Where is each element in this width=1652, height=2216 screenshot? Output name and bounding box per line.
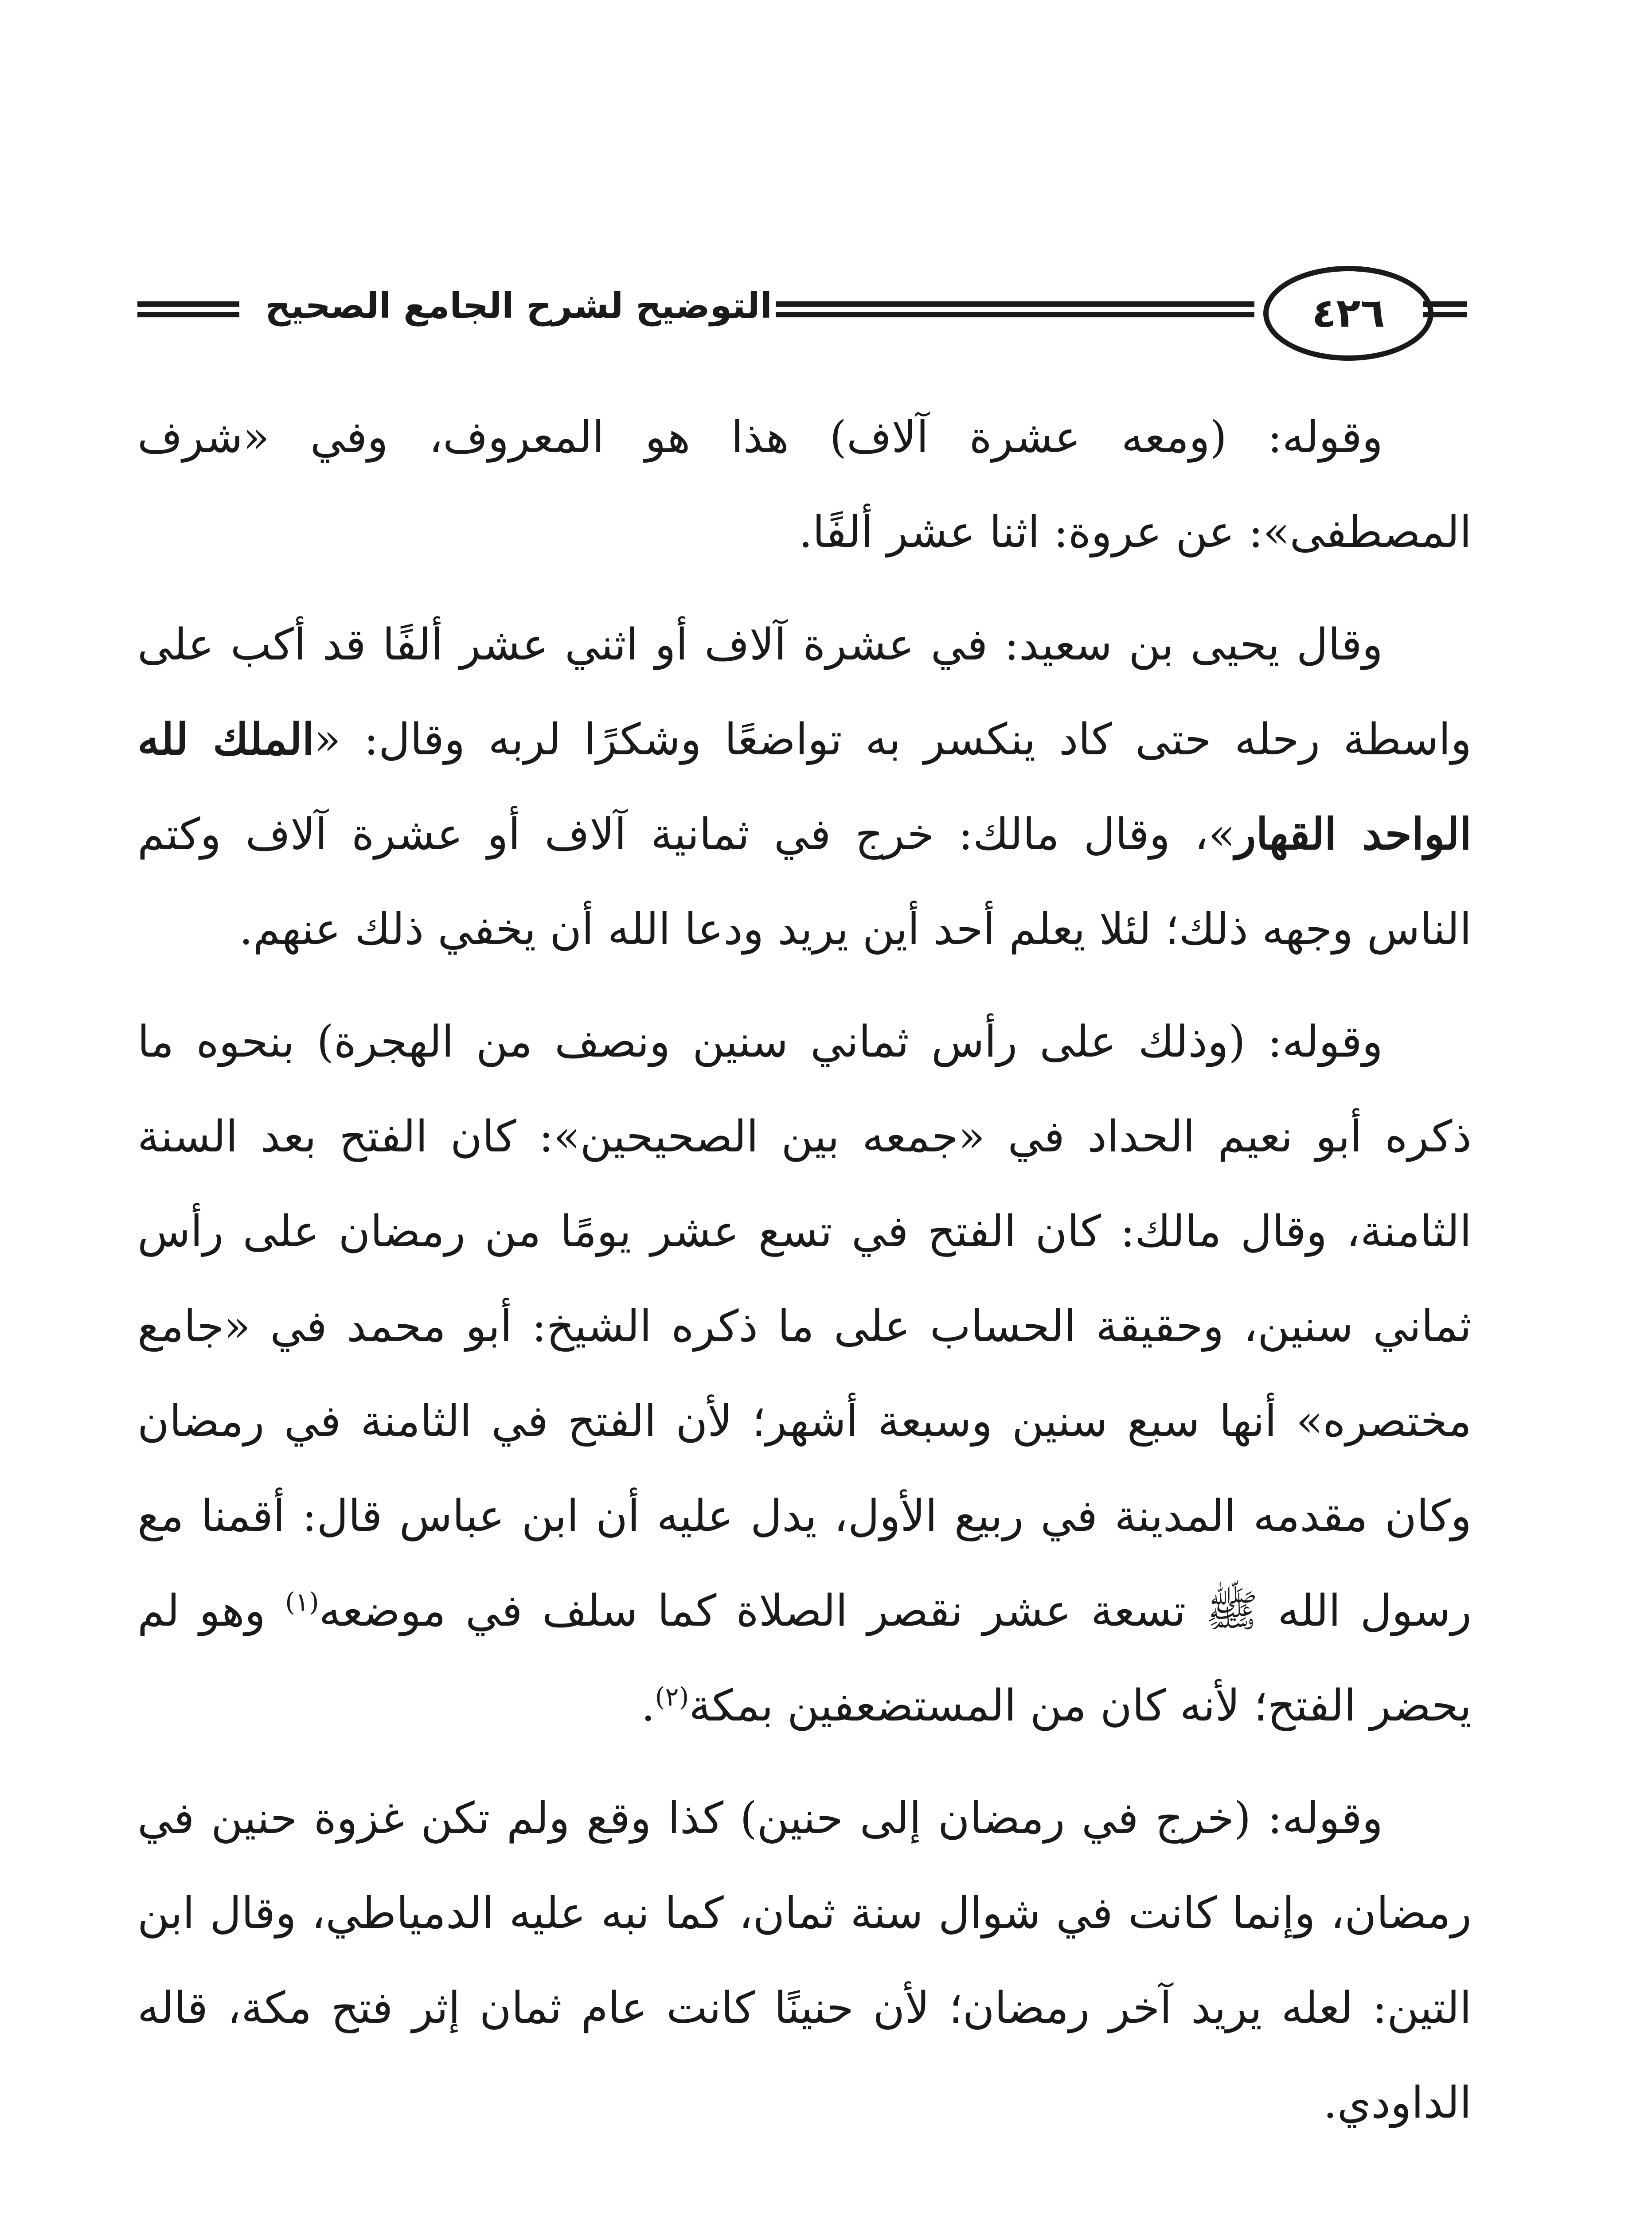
footnote-ref-2[interactable]: (٢) xyxy=(655,1682,689,1712)
badge-tail-rule xyxy=(1423,301,1467,317)
paragraph-2-before: وقال يحيى بن سعيد: في عشرة آلاف أو اثني عشر ألفًا قد أكب على واسطة رحله حتى كاد ينكسر به تواضعًا وشكرًا لربه وقال: « xyxy=(137,620,1472,765)
page-header xyxy=(137,248,1458,372)
header-rule-left xyxy=(137,301,239,317)
header-rule-right xyxy=(776,301,1254,317)
page-number-badge: ٤٢٦ xyxy=(1263,266,1433,361)
paragraph-2 xyxy=(137,597,1472,977)
paragraph-2-bold-quote: الملك لله الواحد القهار xyxy=(137,714,1472,860)
main-text xyxy=(137,390,1472,2168)
paragraph-3-part-2: وهو لم يحضر الفتح؛ لأنه كان من المستضعفين بمكة xyxy=(137,1586,1472,1731)
footnote-ref-1[interactable]: (١) xyxy=(285,1587,319,1617)
paragraph-2-after: »، وقال مالك: خرج في ثمانية آلاف أو عشرة آلاف وكتم الناس وجهه ذلك؛ لئلا يعلم أحد أين يريد ودعا الله أن يخفي ذلك عنهم. xyxy=(137,809,1472,955)
paragraph-3 xyxy=(137,995,1472,1753)
paragraph-3-part-1: وقوله: (وذلك على رأس ثماني سنين ونصف من الهجرة) بنحوه ما ذكره أبو نعيم الحداد في «جمعه بين الصحيحين»: كان الفتح بعد السنة الثامنة، وقال مالك: كان الفتح في تسع عشر يومًا من رمضان على رأس ثماني سنين، وحقيقة الحساب على ما ذكره الشيخ: أبو محمد في «جامع مختصره» أنها سبع سنين وسبعة أشهر؛ لأن الفتح في الثامنة في رمضان وكان مقدمه المدينة في ربيع الأول، يدل عليه أن ابن عباس قال: أقمنا مع رسول الله ﷺ تسعة عشر نقصر الصلاة كما سلف في موضعه xyxy=(137,1017,1472,1636)
paragraph-4: وقوله: (خرج في رمضان إلى حنين) كذا وقع ولم تكن غزوة حنين في رمضان، وإنما كانت في شوال سنة ثمان، كما نبه عليه الدمياطي، وقال ابن التين: لعله يريد آخر رمضان؛ لأن حنينًا كانت عام ثمان إثر فتح مكة، قاله الداودي. xyxy=(137,1793,1472,2128)
running-title: التوضيح لشرح الجامع الصحيح xyxy=(265,285,772,326)
paragraph-3-part-3: . xyxy=(641,1681,655,1731)
paragraph-1: وقوله: (ومعه عشرة آلاف) هذا هو المعروف، وفي «شرف المصطفى»: عن عروة: اثنا عشر ألفًا. xyxy=(137,412,1472,558)
